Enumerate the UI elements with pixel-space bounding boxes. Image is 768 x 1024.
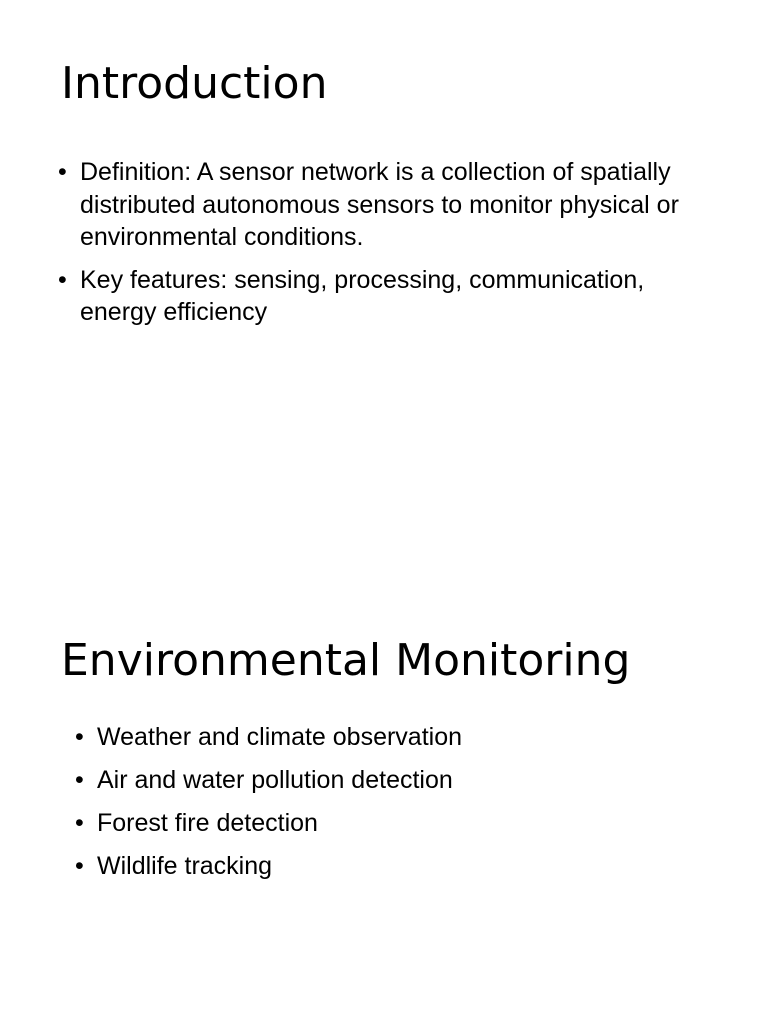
bullet-text: Air and water pollution detection <box>97 766 453 794</box>
bullet-text: Forest fire detection <box>97 809 318 837</box>
bullet-text: Weather and climate observation <box>97 723 463 751</box>
bullet-text: Definition: A sensor network is a collection of spatially distributed autonomous sensors to monitor physical or environmental conditions. <box>80 158 679 251</box>
bullet-item <box>75 721 725 754</box>
bullet-icon: • <box>58 158 67 186</box>
bullet-item <box>58 264 708 329</box>
bullet-text: Wildlife tracking <box>97 852 273 880</box>
bullet-item <box>58 156 708 254</box>
bullet-item <box>75 807 725 840</box>
bullet-text: Key features: sensing, processing, communication, energy efficiency <box>80 265 645 326</box>
slide-environmental-monitoring <box>0 576 768 1024</box>
bullet-list <box>58 156 708 339</box>
bullet-icon: • <box>75 809 84 837</box>
slide-title: Introduction <box>61 58 328 109</box>
slide-title: Environmental Monitoring <box>61 635 631 686</box>
bullet-item <box>75 764 725 797</box>
bullet-icon: • <box>58 265 67 294</box>
bullet-icon: • <box>75 766 84 794</box>
bullet-icon: • <box>75 723 84 751</box>
bullet-icon: • <box>75 852 84 880</box>
bullet-item <box>75 850 725 883</box>
bullet-list <box>75 721 725 893</box>
